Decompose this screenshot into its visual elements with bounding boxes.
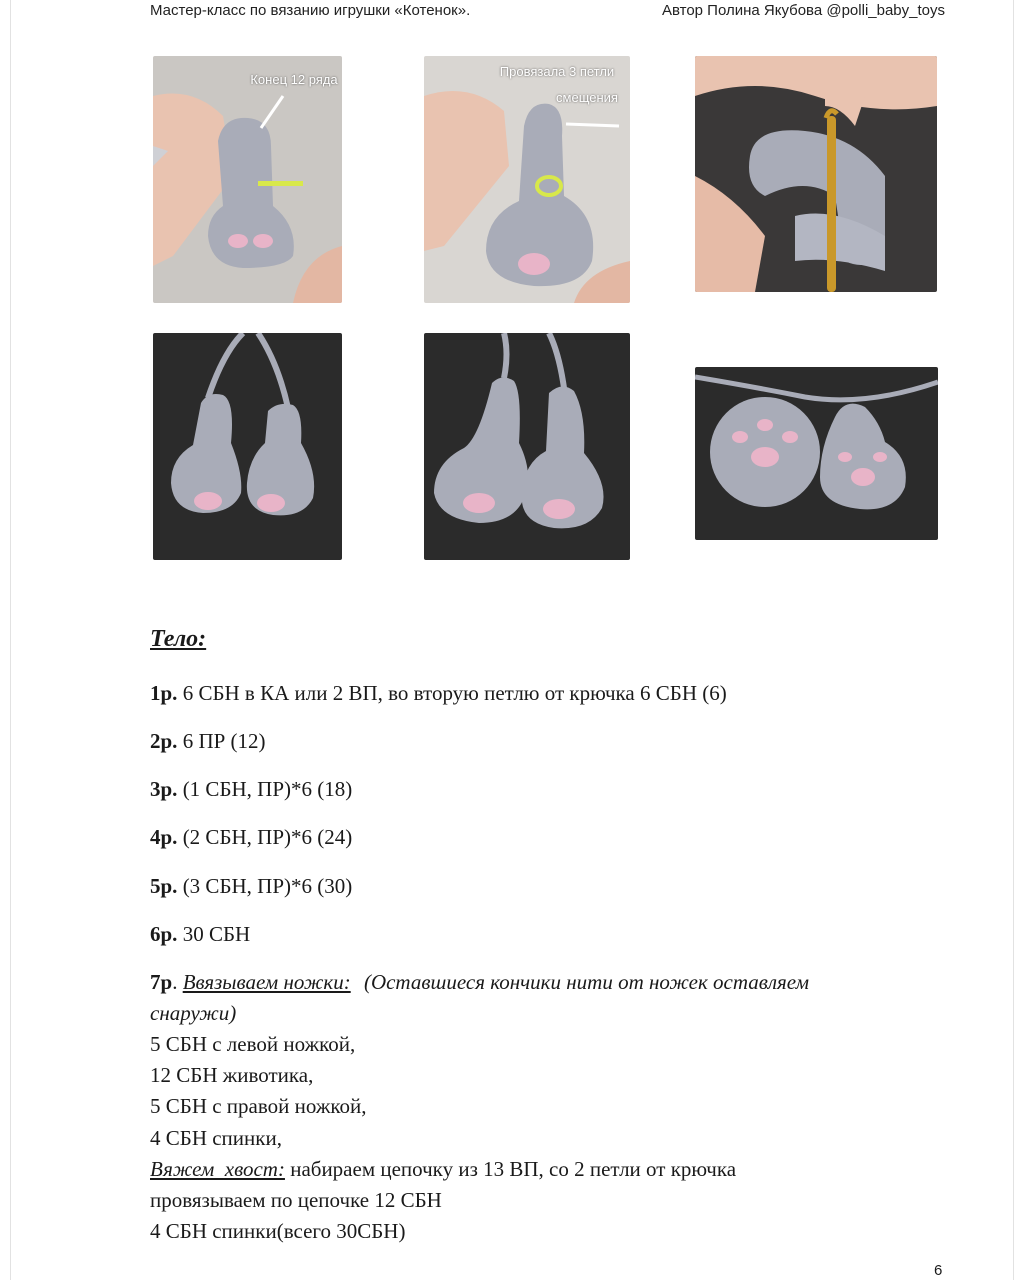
page-header xyxy=(150,0,945,24)
row7-note: (Оставшиеся кончики нити от ножек оставляем xyxy=(363,970,810,994)
row-number: 4р. xyxy=(150,825,178,849)
row-text: (1 СБН, ПР)*6 (18) xyxy=(177,777,353,801)
row-dot: . xyxy=(172,970,178,994)
pattern-row-3 xyxy=(150,777,352,802)
photo-hook-join xyxy=(695,56,937,292)
tail-text-cont: провязываем по цепочке 12 СБН xyxy=(150,1188,442,1212)
pattern-row-6 xyxy=(150,922,250,947)
row-number: 6р. xyxy=(150,922,178,946)
row7-note-cont: снаружи) xyxy=(150,1001,237,1025)
row7-last-line: 4 СБН спинки(всего 30СБН) xyxy=(150,1219,406,1243)
row-text: 6 СБН в КА или 2 ВП, во вторую петлю от крючка 6 СБН (6) xyxy=(177,681,727,705)
photo-caption: Конец 12 ряда xyxy=(250,72,338,87)
row-text: (2 СБН, ПР)*6 (24) xyxy=(177,825,353,849)
pattern-row-4 xyxy=(150,825,352,850)
row7-line-3: 5 СБН с правой ножкой, xyxy=(150,1094,367,1118)
row-number: 5р. xyxy=(150,874,178,898)
photo-caption-line2: смещения xyxy=(556,90,618,105)
photo-two-legs-flat xyxy=(153,333,342,560)
tail-line xyxy=(150,1157,736,1182)
row-text: (3 СБН, ПР)*6 (30) xyxy=(177,874,353,898)
row-number: 2р. xyxy=(150,729,178,753)
tail-text: набираем цепочку из 13 ВП, со 2 петли от крючка xyxy=(284,1157,737,1181)
row-number: 3р. xyxy=(150,777,178,801)
legs-label: Ввязываем ножки: xyxy=(182,970,351,994)
page-edge-left xyxy=(10,0,11,1280)
pattern-row-5 xyxy=(150,874,352,899)
photo-leg-shift-loops xyxy=(424,56,630,303)
section-title: Тело: xyxy=(150,626,207,652)
pattern-row-7 xyxy=(150,970,809,995)
page-number: 6 xyxy=(934,1262,943,1279)
header-author: Автор Полина Якубова @polli_baby_toys xyxy=(661,2,945,19)
row-number: 1р. xyxy=(150,681,178,705)
photo-leg-end-row-12 xyxy=(153,56,342,303)
row7-line-1: 5 СБН с левой ножкой, xyxy=(150,1032,356,1056)
row-text: 6 ПР (12) xyxy=(177,729,266,753)
header-title: Мастер-класс по вязанию игрушки «Котенок». xyxy=(150,2,471,19)
pattern-row-1 xyxy=(150,681,727,706)
tail-label: Вяжем хвост: xyxy=(150,1157,285,1181)
pattern-row-2 xyxy=(150,729,266,754)
page-edge-right xyxy=(1013,0,1014,1280)
photo-paws-closeup xyxy=(695,367,938,540)
row-text: 30 СБН xyxy=(177,922,251,946)
row-number: 7р xyxy=(150,970,173,994)
photo-caption-line1: Провязала 3 петли xyxy=(499,64,615,79)
photo-two-legs-standing xyxy=(424,333,630,560)
row7-line-4: 4 СБН спинки, xyxy=(150,1126,282,1150)
row7-line-2: 12 СБН животика, xyxy=(150,1063,314,1087)
